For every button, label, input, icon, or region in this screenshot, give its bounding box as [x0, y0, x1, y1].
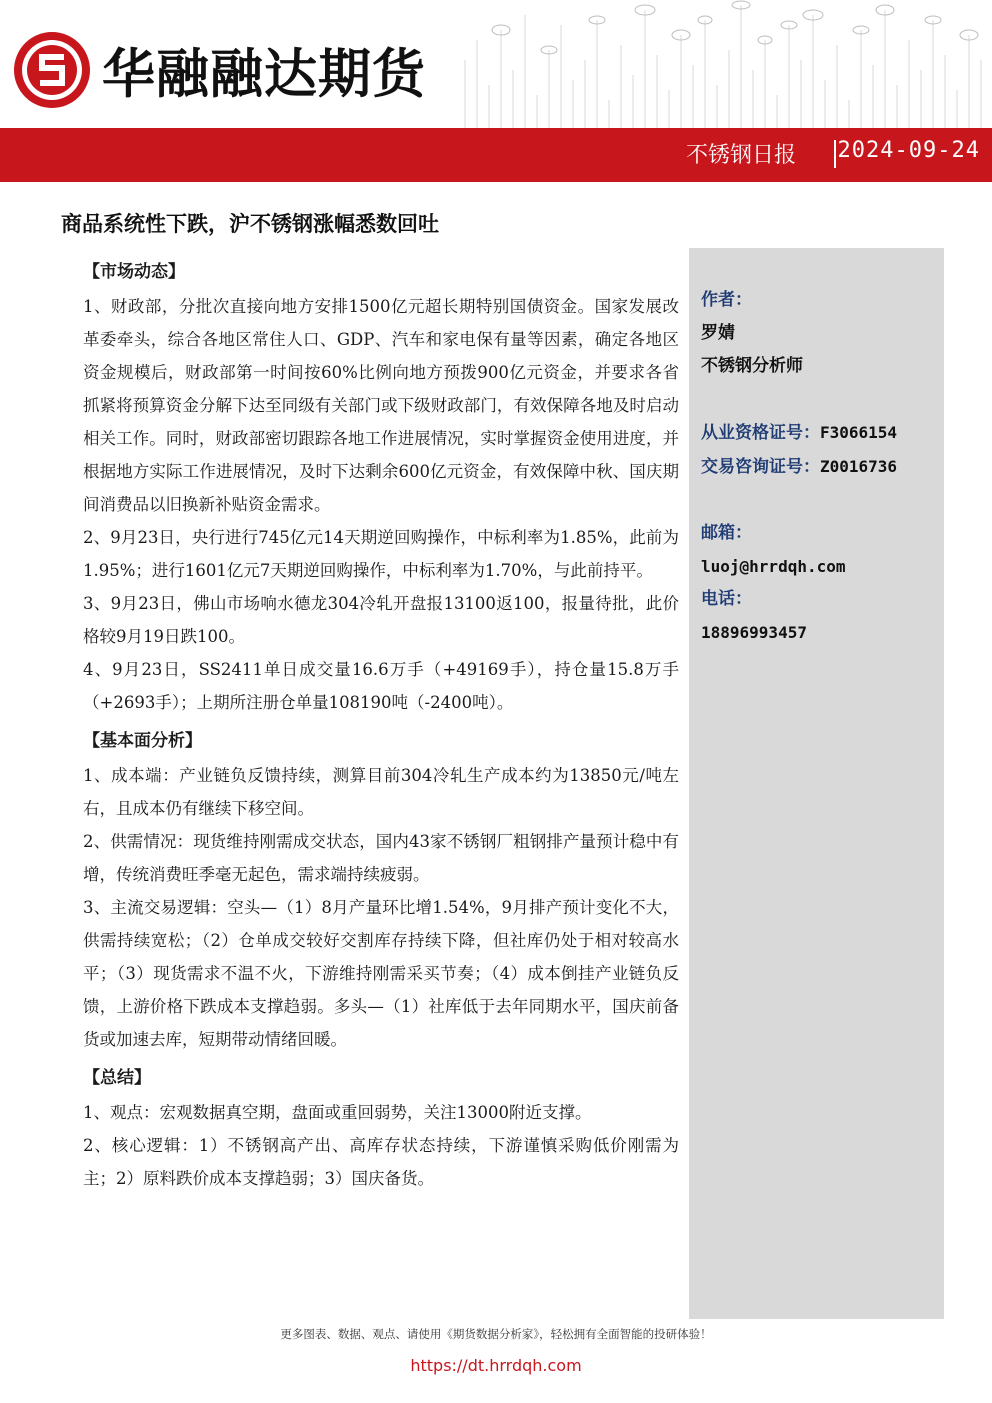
author-name: 罗婧 — [701, 323, 735, 343]
paragraph: 3、主流交易逻辑：空头—（1）8月产量环比增1.54%，9月排产预计变化不大，供需持续宽松；（2）仓单成交较好交割库存持续下降，但社库仍处于相对较高水平；（3）现货需求不温不火，下游维持刚需采买节奏；（4）成本倒挂产业链负反馈，上游价格下跌成本支撑趋弱。多头—（1）社库低于去年同期水平，国庆前备货或加速去库，短期带动情绪回暖。 — [83, 898, 679, 1049]
company-logo — [12, 22, 426, 118]
footer-link[interactable]: https://dt.hrrdqh.com — [410, 1356, 582, 1375]
author-sidebar — [689, 248, 944, 1319]
report-date: 2024-09-24 — [837, 138, 980, 163]
report-title: 不锈钢日报 — [685, 143, 796, 168]
company-name: 华融融达期货 — [102, 44, 426, 105]
author-label: 作者： — [701, 290, 752, 310]
paragraph: 2、9月23日，央行进行745亿元14天期逆回购操作，中标利率为1.85%，此前为1.95%；进行1601亿元7天期逆回购操作，中标利率为1.70%，与此前持平。 — [83, 528, 679, 580]
main-content — [83, 256, 679, 1195]
consult-label: 交易咨询证号： — [701, 457, 820, 477]
phone-label: 电话： — [701, 589, 752, 609]
section-title: 【市场动态】 — [83, 262, 185, 282]
section-title: 【基本面分析】 — [83, 731, 202, 751]
company-logo-icon — [12, 30, 92, 110]
section-fundamentals — [83, 725, 679, 1056]
paragraph: 1、观点：宏观数据真空期，盘面或重回弱势，关注13000附近支撑。 — [83, 1103, 592, 1122]
paragraph: 4、9月23日，SS2411单日成交量16.6万手（+49169手），持仓量15.8万手（+2693手）；上期所注册仓单量108190吨（-2400吨）。 — [83, 660, 679, 712]
email-value[interactable]: luoj@hrrdqh.com — [701, 557, 846, 576]
license-line — [701, 416, 932, 450]
footer-note: 更多图表、数据、观点、请使用《期货数据分析家》，轻松拥有全面智能的投研体验！ — [280, 1327, 712, 1341]
paragraph: 1、成本端：产业链负反馈持续，测算目前304冷轧生产成本约为13850元/吨左右，且成本仍有继续下移空间。 — [83, 766, 679, 818]
title-bar — [0, 128, 992, 182]
section-summary — [83, 1062, 679, 1195]
paragraph: 1、财政部，分批次直接向地方安排1500亿元超长期特别国债资金。国家发展改革委牵头，综合各地区常住人口、GDP、汽车和家电保有量等因素，确定各地区资金规模后，财政部第一时间按60%比例向地方预拨900亿元资金，并要求各省抓紧将预算资金分解下达至同级有关部门或下级财政部门，有效保障各地及时启动相关工作。同时，财政部密切跟踪各地工作进展情况，实时掌握资金使用进度，并根据地方实际工作进展情况，及时下达剩余600亿元资金，有效保障中秋、国庆期间消费品以旧换新补贴资金需求。 — [83, 297, 679, 514]
report-header — [0, 0, 992, 182]
email-label: 邮箱： — [701, 523, 752, 543]
section-market — [83, 256, 679, 719]
paragraph: 2、供需情况：现货维持刚需成交状态，国内43家不锈钢厂粗钢排产量预计稳中有增，传统消费旺季毫无起色，需求端持续疲弱。 — [83, 832, 679, 884]
license-value: F3066154 — [820, 423, 898, 442]
title-separator — [834, 140, 836, 168]
decorative-lines — [455, 0, 992, 128]
consult-line — [701, 450, 932, 484]
phone-value: 18896993457 — [701, 623, 807, 642]
consult-value: Z0016736 — [820, 457, 898, 476]
section-title: 【总结】 — [83, 1068, 151, 1088]
paragraph: 3、9月23日，佛山市场响水德龙304冷轧开盘报13100返100，报量待批，此价格较9月19日跌100。 — [83, 594, 679, 646]
author-title: 不锈钢分析师 — [701, 356, 803, 376]
page-headline: 商品系统性下跌，沪不锈钢涨幅悉数回吐 — [61, 212, 439, 236]
paragraph: 2、核心逻辑：1）不锈钢高产出、高库存状态持续，下游谨慎采购低价刚需为主；2）原料跌价成本支撑趋弱；3）国庆备货。 — [83, 1136, 679, 1188]
license-label: 从业资格证号： — [701, 423, 820, 443]
